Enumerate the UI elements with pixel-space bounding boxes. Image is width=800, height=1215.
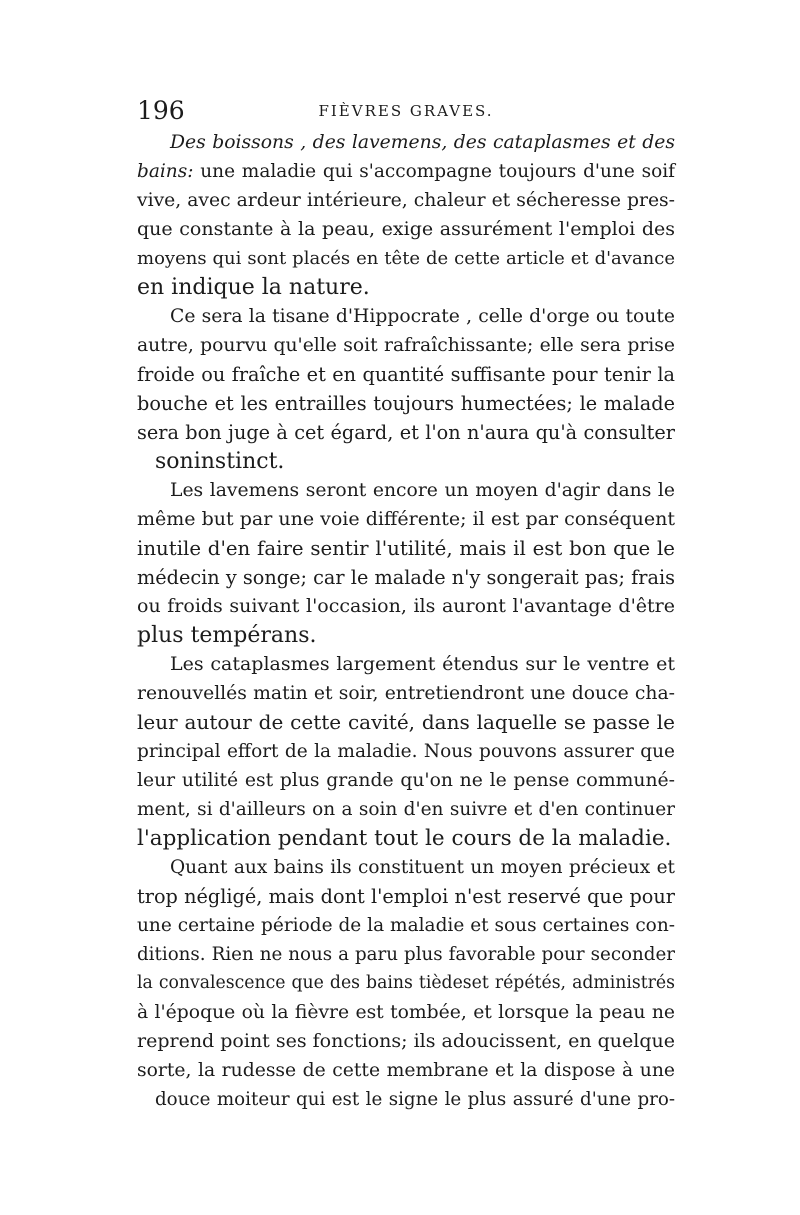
text-line: renouvellés matin et soir, entretiendront une douce cha-	[137, 683, 675, 704]
text-line: sera bon juge à cet égard, et l'on n'aura qu'à consulter	[137, 421, 675, 444]
text-line: Les cataplasmes largement étendus sur le ventre et	[170, 653, 675, 675]
text-line: vive, avec ardeur intérieure, chaleur et sécheresse pres-	[137, 190, 675, 211]
running-head: FIÈVRES GRAVES.	[318, 102, 494, 120]
text-line: l'application pendant tout le cours de la maladie.	[137, 826, 672, 851]
text-line: inutile d'en faire sentir l'utilité, mais il est bon que le	[137, 537, 675, 560]
text-line: médecin y songe; car le malade n'y songerait pas; frais	[137, 566, 675, 589]
text-line: ment, si d'ailleurs on a soin d'en suivre et d'en continuer	[137, 799, 675, 820]
text-line: Quant aux bains ils constituent un moyen précieux et	[170, 857, 675, 878]
text-line: leur utilité est plus grande qu'on ne le pense communé-	[137, 770, 675, 791]
text-line: reprend point ses fonctions; ils adoucissent, en quelque	[137, 1030, 675, 1052]
text-line: leur autour de cette cavité, dans laquelle se passe le	[137, 710, 675, 734]
text-line: plus tempérans.	[137, 623, 317, 648]
text-run: une maladie qui s'accompagne toujours d'une soif	[200, 161, 675, 182]
text-line: soninstinct.	[155, 449, 285, 474]
text-line: une certaine période de la maladie et sous certaines con-	[137, 915, 675, 936]
text-line: bouche et les entrailles toujours humectées; le malade	[137, 392, 675, 415]
text-line	[137, 128, 675, 157]
text-line: à l'époque où la fièvre est tombée, et lorsque la peau ne	[137, 1002, 675, 1023]
page-header	[137, 96, 675, 126]
text-line: ou froids suivant l'occasion, ils auront l'avantage d'être	[137, 595, 675, 617]
text-line	[137, 157, 675, 186]
text-line: froide ou fraîche et en quantité suffisante pour tenir la	[137, 363, 675, 386]
text-line: ditions. Rien ne nous a paru plus favorable pour seconder	[137, 944, 675, 965]
italic-heading: Des boissons , des lavemens, des cataplasmes et des	[170, 132, 675, 153]
text-line: trop négligé, mais dont l'emploi n'est reservé que pour	[137, 885, 675, 908]
text-line: Les lavemens seront encore un moyen d'agir dans le	[170, 480, 675, 501]
body-text	[137, 128, 675, 1114]
text-line: même but par une voie différente; il est par conséquent	[137, 508, 675, 530]
page-number: 196	[137, 96, 185, 125]
text-line: Ce sera la tisane d'Hippocrate , celle d'orge ou toute	[170, 306, 675, 327]
italic-heading-continued: bains:	[137, 161, 201, 182]
text-line: moyens qui sont placés en tête de cette article et d'avance	[137, 248, 675, 269]
text-line: autre, pourvu qu'elle soit rafraîchissante; elle sera prise	[137, 335, 675, 356]
text-line: principal effort de la maladie. Nous pouvons assurer que	[137, 741, 675, 762]
text-line: sorte, la rudesse de cette membrane et la dispose à une	[137, 1060, 675, 1081]
text-line: en indique la nature.	[137, 275, 370, 300]
text-line: douce moiteur qui est le signe le plus assuré d'une pro-	[155, 1089, 675, 1110]
text-line: la convalescence que des bains tièdeset répétés, administrés	[137, 973, 675, 993]
text-line: que constante à la peau, exige assurément l'emploi des	[137, 218, 675, 240]
